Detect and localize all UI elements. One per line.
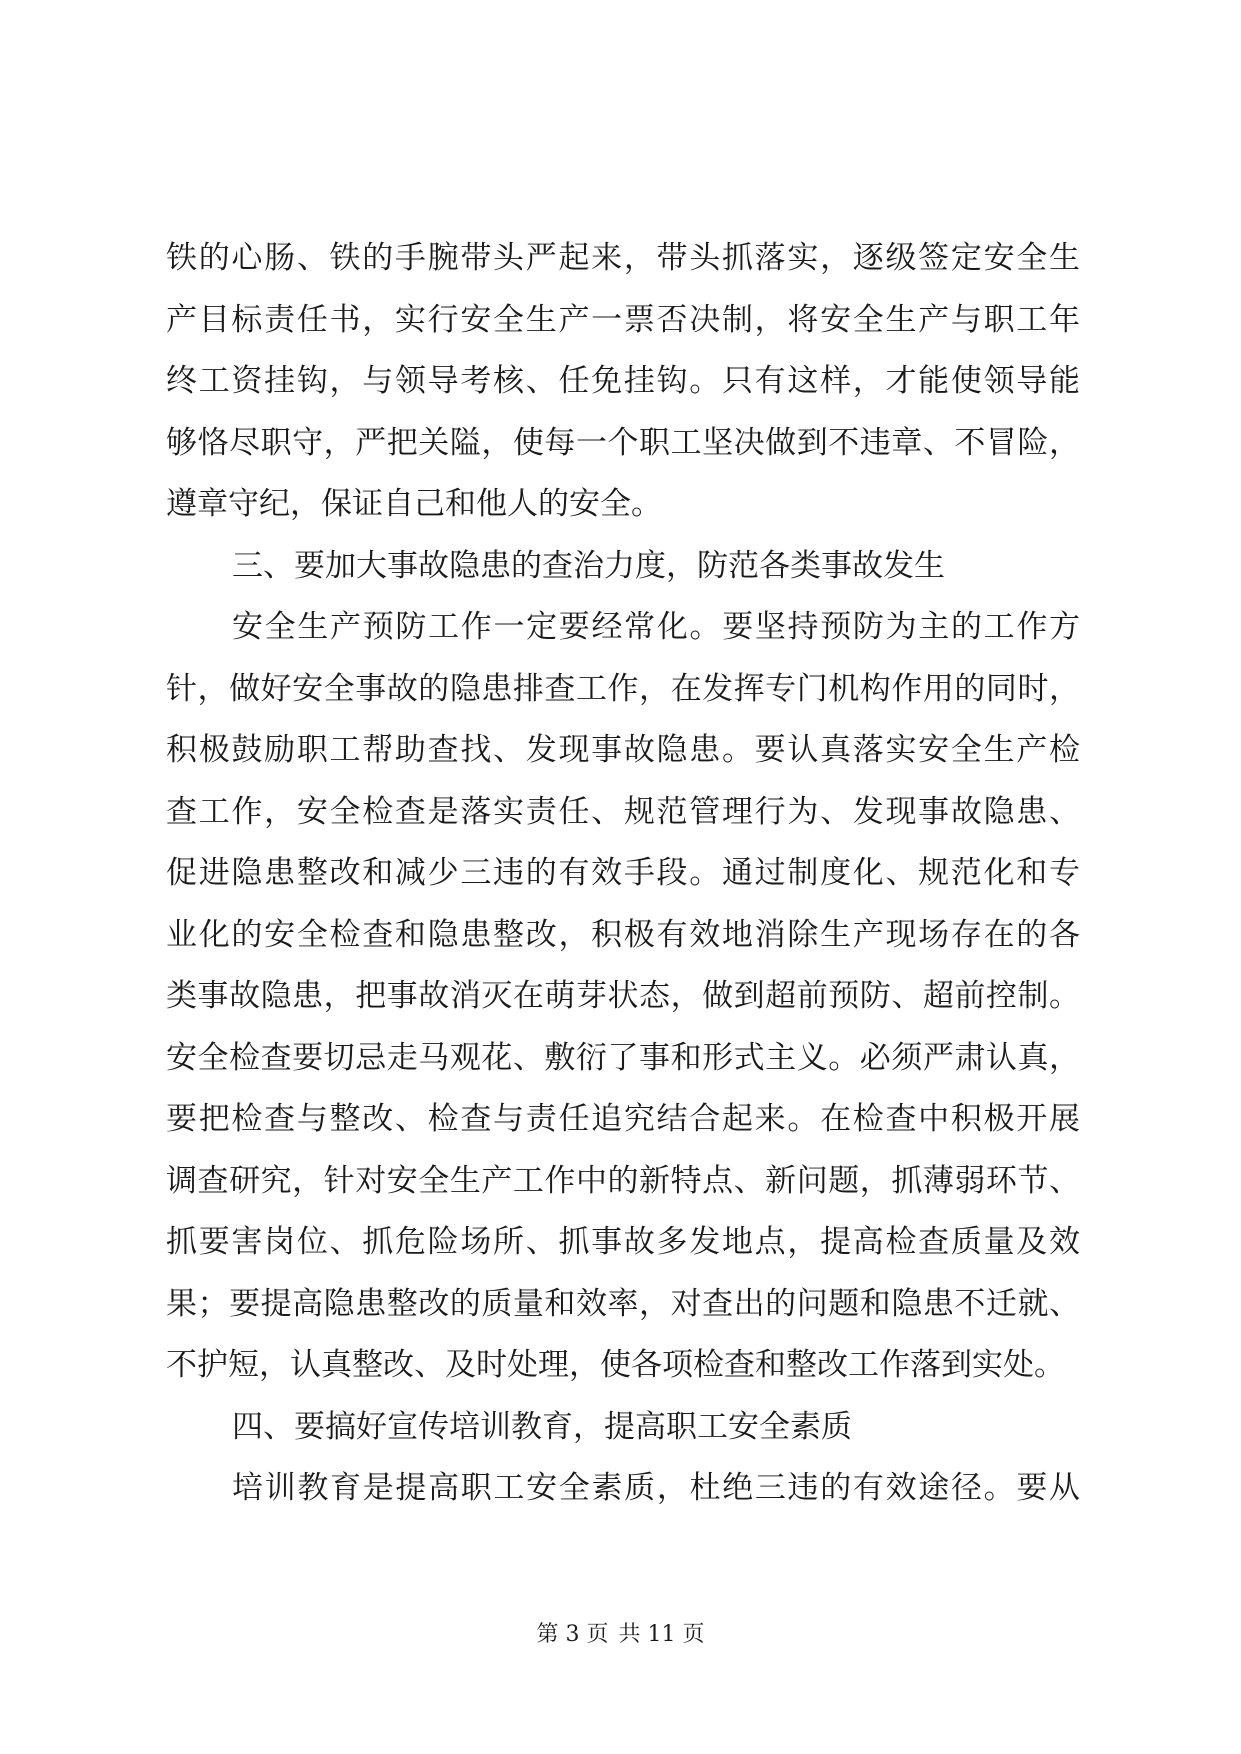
text-line: 铁的心肠、铁的手腕带头严起来，带头抓落实，逐级签定安全生: [166, 240, 1080, 276]
text-line: 抓要害岗位、抓危险场所、抓事故多发地点，提高检查质量及效: [166, 1224, 1080, 1260]
text-line: 遵章守纪，保证自己和他人的安全。: [166, 486, 662, 522]
text-line: 积极鼓励职工帮助查找、发现事故隐患。要认真落实安全生产检: [166, 732, 1080, 768]
page-footer: [0, 1620, 1241, 1650]
text-line: 三、要加大事故隐患的查治力度，防范各类事故发生: [232, 547, 945, 584]
text-line: 够恪尽职守，严把关隘，使每一个职工坚决做到不违章、不冒险，: [166, 424, 1080, 461]
text-line: 针，做好安全事故的隐患排查工作，在发挥专门机构作用的同时，: [166, 670, 1080, 707]
page-number: 第 3 页: [536, 1622, 609, 1647]
text-line: 安全生产预防工作一定要经常化。要坚持预防为主的工作方: [232, 609, 1080, 645]
text-line: 果；要提高隐患整改的质量和效率，对查出的问题和隐患不迁就、: [166, 1285, 1080, 1322]
text-line: 类事故隐患，把事故消灭在萌芽状态，做到超前预防、超前控制。: [166, 978, 1080, 1014]
text-line: 促进隐患整改和减少三违的有效手段。通过制度化、规范化和专: [166, 855, 1080, 891]
text-line: 查工作，安全检查是落实责任、规范管理行为、发现事故隐患、: [166, 793, 1080, 830]
text-line: 培训教育是提高职工安全素质，杜绝三违的有效途径。要从: [232, 1470, 1080, 1506]
text-line: 安全检查要切忌走马观花、敷衍了事和形式主义。必须严肃认真，: [166, 1039, 1080, 1076]
text-line: 业化的安全检查和隐患整改，积极有效地消除生产现场存在的各: [166, 916, 1080, 953]
text-line: 不护短，认真整改、及时处理，使各项检查和整改工作落到实处。: [166, 1347, 1065, 1383]
text-line: 产目标责任书，实行安全生产一票否决制，将安全生产与职工年: [166, 301, 1080, 338]
text-line: 四、要搞好宣传培训教育，提高职工安全素质: [232, 1408, 852, 1445]
text-line: 调查研究，针对安全生产工作中的新特点、新问题，抓薄弱环节、: [166, 1162, 1080, 1199]
page-total: 共 11 页: [618, 1622, 705, 1647]
text-line: 要把检查与整改、检查与责任追究结合起来。在检查中积极开展: [166, 1101, 1080, 1137]
text-line: 终工资挂钩，与领导考核、任免挂钩。只有这样，才能使领导能: [166, 363, 1080, 399]
document-body: [166, 228, 1080, 1520]
